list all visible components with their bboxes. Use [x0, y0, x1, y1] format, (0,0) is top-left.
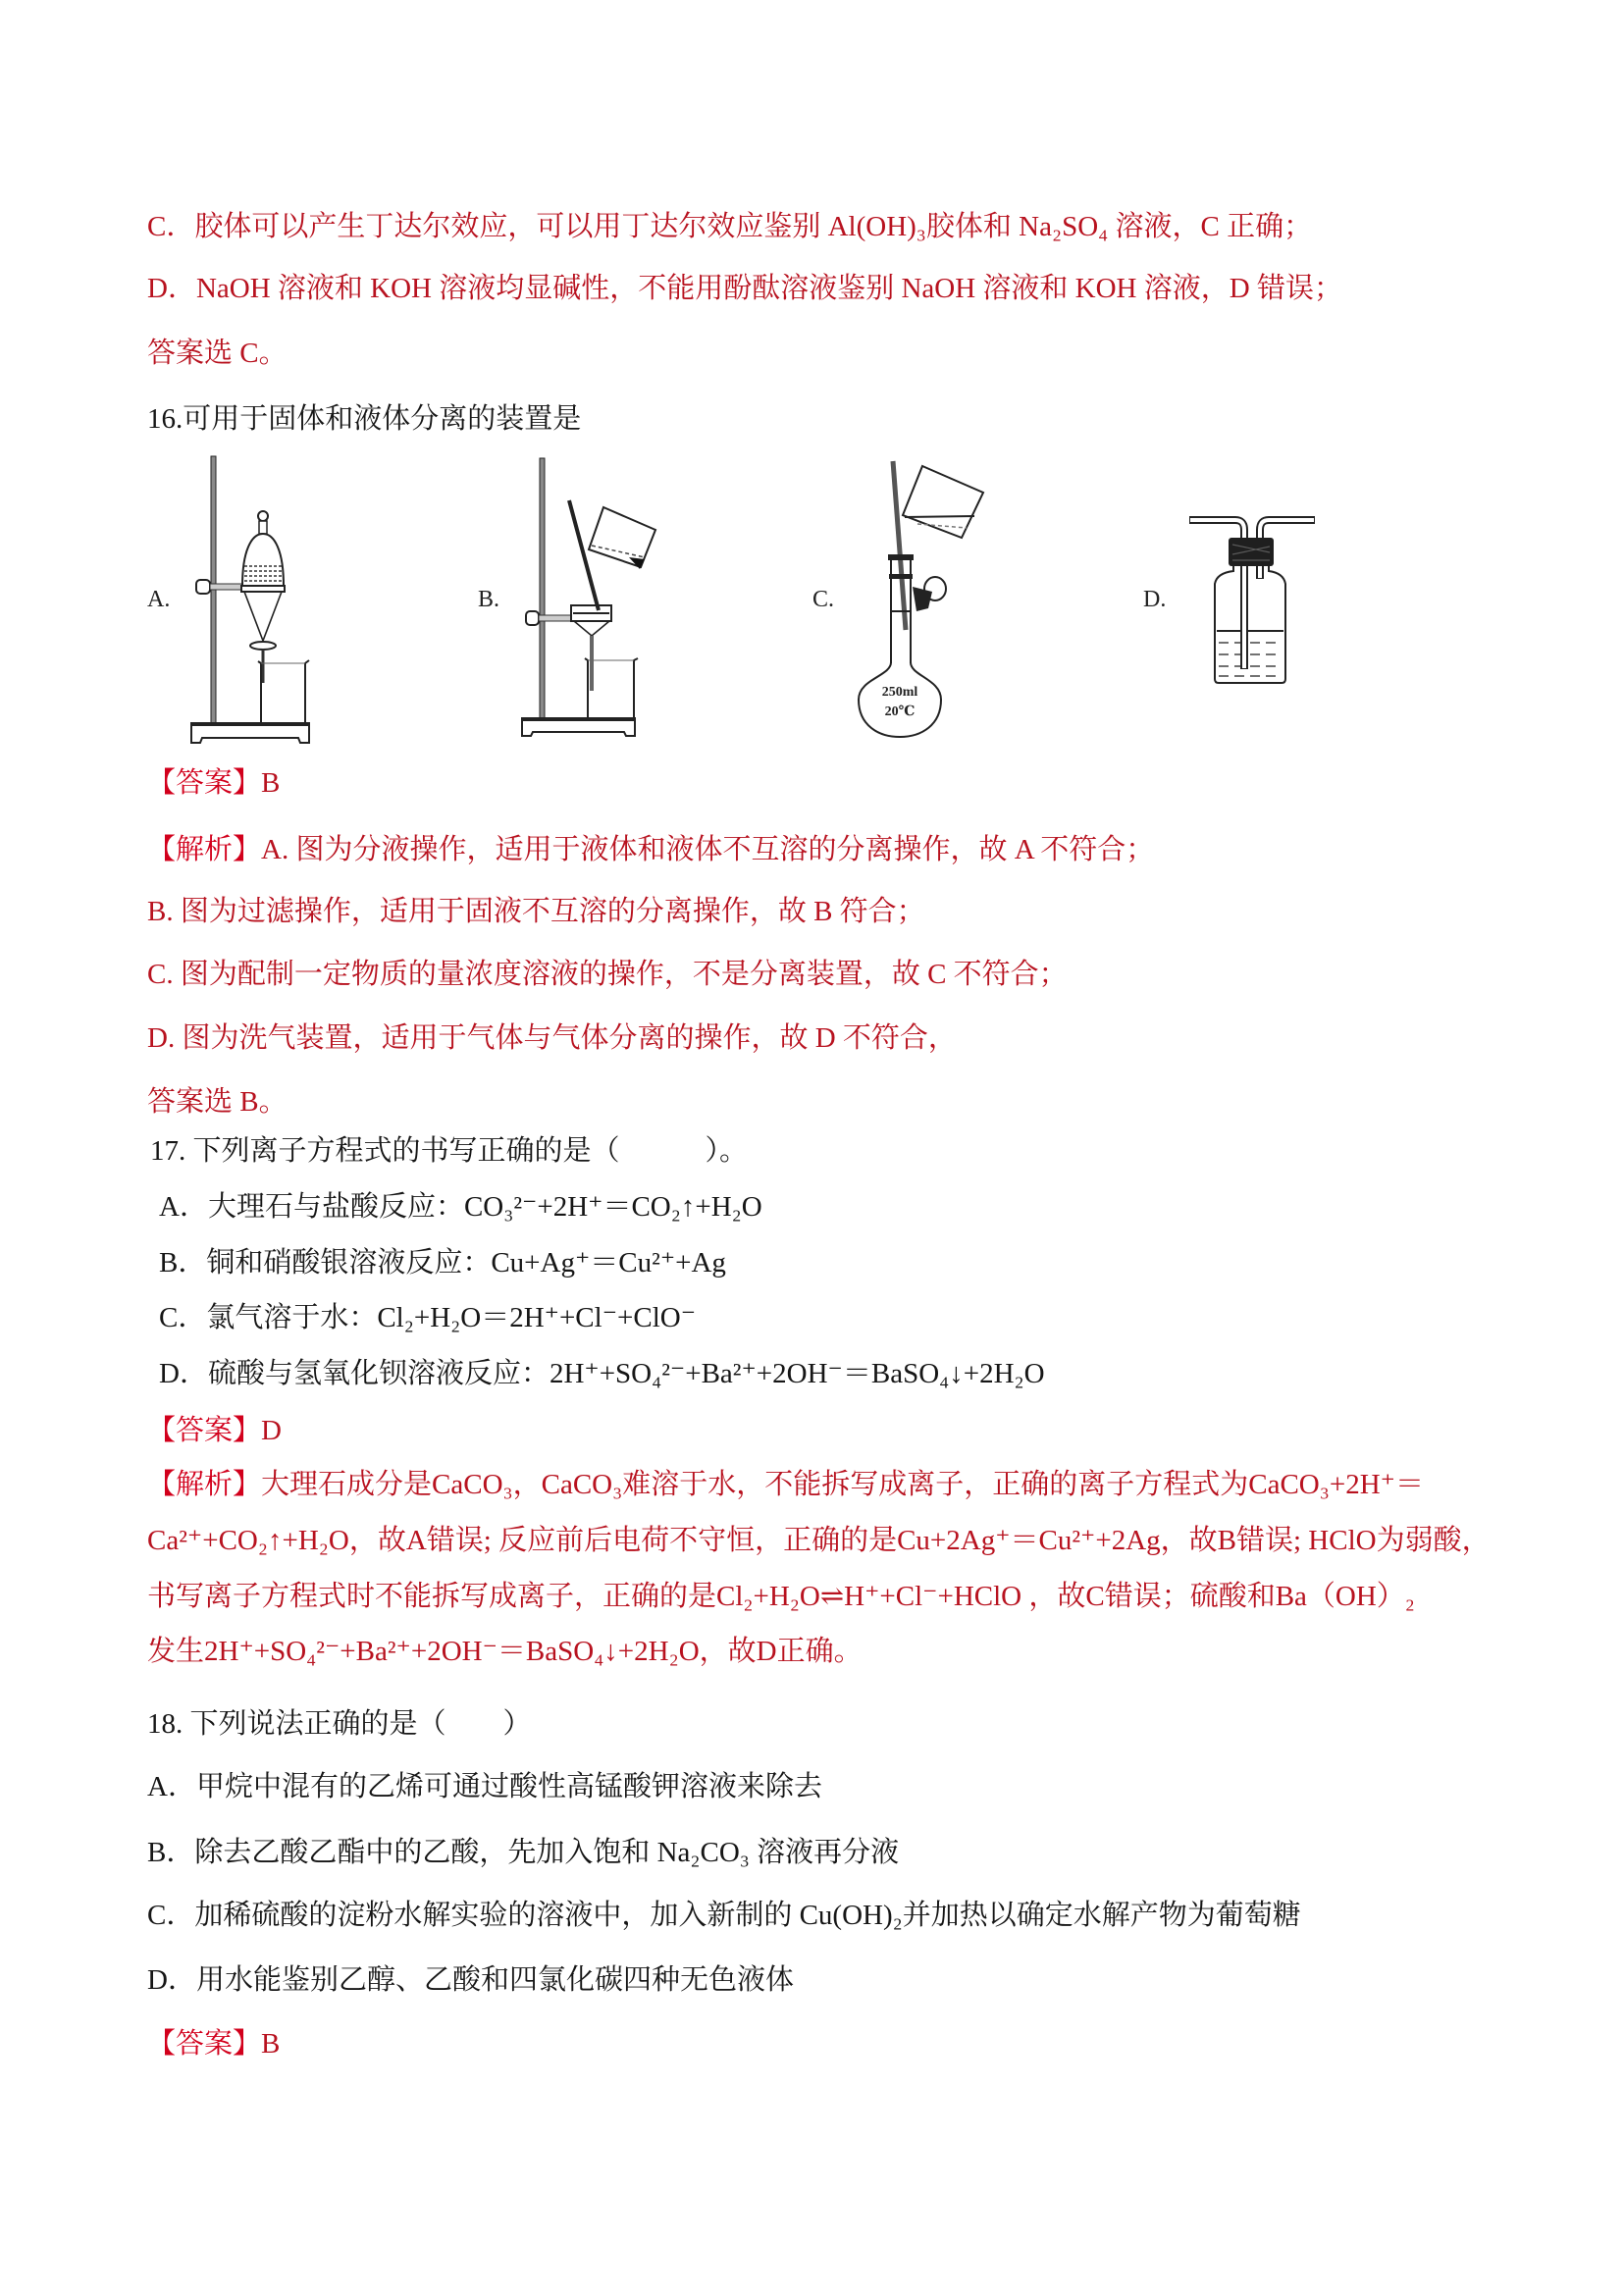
receiving-beaker [258, 660, 309, 723]
funnel-stopcock [250, 642, 276, 650]
answer-tag: 【答案】 [147, 2028, 262, 2060]
answer-value: B [261, 2028, 281, 2060]
pouring-beaker [903, 466, 983, 538]
analysis-text: 大理石成分是CaCO₃，CaCO₃难溶于水，不能拆写成离子，正确的离子方程式为CaCO₃+2H⁺＝ [261, 1469, 1424, 1500]
flask-volume-label: 250ml [881, 685, 918, 700]
q16-answer [147, 765, 280, 801]
answer-tag: 【答案】 [147, 767, 262, 799]
prev-analysis-option-d: D．NaOH 溶液和 KOH 溶液均显碱性，不能用酚酞溶液鉴别 NaOH 溶液和 KOH 溶液，D 错误； [147, 273, 1342, 304]
glass-rod [893, 461, 906, 630]
pouring-beaker-liquid [905, 516, 974, 517]
answer-value: B [261, 767, 281, 799]
analysis-tag: 【解析】 [147, 834, 262, 865]
q16-analysis-line-2: B. 图为过滤操作，适用于固液不互溶的分离操作，故 B 符合； [147, 896, 925, 927]
q17-option-b: B．铜和硝酸银溶液反应：Cu+Ag⁺＝Cu²⁺+Ag [159, 1247, 726, 1278]
pouring-beaker [589, 507, 655, 567]
figure-label-b: B. [478, 587, 500, 612]
filtration-apparatus [522, 458, 655, 736]
q17-option-c: C．氯气溶于水：Cl₂+H₂O＝2H⁺+Cl⁻+ClO⁻ [159, 1302, 697, 1333]
q17-analysis-line-4: 发生2H⁺+SO₄²⁻+Ba²⁺+2OH⁻＝BaSO₄↓+2H₂O，故D正确。 [147, 1636, 863, 1667]
figure-label-a: A. [147, 587, 171, 612]
funnel-bulb [242, 534, 284, 586]
filter-funnel-stem [590, 636, 594, 691]
flask-neck-band [888, 554, 914, 560]
figure-label-d: D. [1143, 587, 1167, 612]
q18-stem: 18. 下列说法正确的是（ ） [147, 1708, 532, 1740]
flask-bulb [859, 662, 941, 737]
analysis-tag: 【解析】 [147, 1469, 262, 1500]
q17-analysis-line-1 [147, 1467, 1424, 1502]
q18-option-a: A．甲烷中混有的乙烯可通过酸性高锰酸钾溶液来除去 [147, 1771, 822, 1802]
volumetric-flask-apparatus [859, 461, 983, 737]
gas-washing-bottle-apparatus [1189, 520, 1315, 683]
prev-conclusion: 答案选 C。 [147, 338, 288, 369]
q16-analysis-line-1 [147, 832, 1154, 867]
q16-analysis-line-4: D. 图为洗气装置，适用于气体与气体分离的操作，故 D 不符合， [147, 1022, 957, 1054]
figure-label-c: C. [812, 587, 835, 612]
q18-option-b: B．除去乙酸乙酯中的乙酸，先加入饱和 Na₂CO₃ 溶液再分液 [147, 1837, 900, 1868]
q17-analysis-line-2: Ca²⁺+CO₂↑+H₂O，故A错误; 反应前后电荷不守恒，正确的是Cu+2Ag⁺＝Cu²⁺+2Ag，故B错误; HClO为弱酸， [147, 1525, 1491, 1556]
funnel-ring [241, 586, 285, 592]
q16-analysis-line-3: C. 图为配制一定物质的量浓度溶液的操作，不是分离装置，故 C 不符合； [147, 959, 1068, 990]
answer-tag: 【答案】 [147, 1415, 262, 1446]
funnel-cone [244, 592, 282, 641]
clamp-boss [196, 580, 210, 594]
q18-answer [147, 2026, 280, 2061]
q17-answer [147, 1413, 282, 1448]
separatory-funnel-apparatus [191, 456, 309, 743]
q16-conclusion: 答案选 B。 [147, 1086, 288, 1118]
glass-rod [569, 500, 599, 610]
clamp-boss [526, 611, 539, 625]
wash-bottle-body [1215, 566, 1285, 683]
q17-option-a: A．大理石与盐酸反应：CO₃²⁻+2H⁺＝CO₂↑+H₂O [159, 1191, 762, 1223]
q17-stem: 17. 下列离子方程式的书写正确的是（ ）。 [150, 1135, 749, 1167]
q18-option-d: D．用水能鉴别乙醇、乙酸和四氯化碳四种无色液体 [147, 1964, 794, 1996]
answer-value: D [261, 1415, 282, 1446]
filter-funnel-cone [574, 621, 609, 636]
flask-clip [913, 587, 932, 611]
funnel-neck [259, 521, 267, 534]
q18-option-c: C．加稀硫酸的淀粉水解实验的溶液中，加入新制的 Cu(OH)₂并加热以确定水解产物为葡萄糖 [147, 1900, 1301, 1931]
q16-stem: 16.可用于固体和液体分离的装置是 [147, 403, 582, 435]
q16-apparatus-figure [0, 451, 1374, 756]
q17-analysis-line-3: 书写离子方程式时不能拆写成离子，正确的是Cl₂+H₂O⇌H⁺+Cl⁻+HClO ，故C错误；硫酸和Ba（OH）₂ [147, 1581, 1415, 1612]
prev-analysis-option-c: C．胶体可以产生丁达尔效应，可以用丁达尔效应鉴别 Al(OH)₃胶体和 Na₂SO₄ 溶液，C 正确； [147, 211, 1313, 242]
stand-rod [540, 458, 545, 719]
clamp-arm [210, 584, 243, 590]
analysis-text: A. 图为分液操作，适用于液体和液体不互溶的分离操作，故 A 不符合； [261, 834, 1155, 865]
q17-option-d: D．硫酸与氢氧化钡溶液反应：2H⁺+SO₄²⁻+Ba²⁺+2OH⁻＝BaSO₄↓+2H₂O [159, 1358, 1045, 1389]
clamp-arm [539, 615, 572, 621]
flask-temperature-label: 20℃ [884, 704, 916, 719]
funnel-stopper [258, 511, 268, 521]
flask-neck-band-2 [889, 574, 913, 579]
